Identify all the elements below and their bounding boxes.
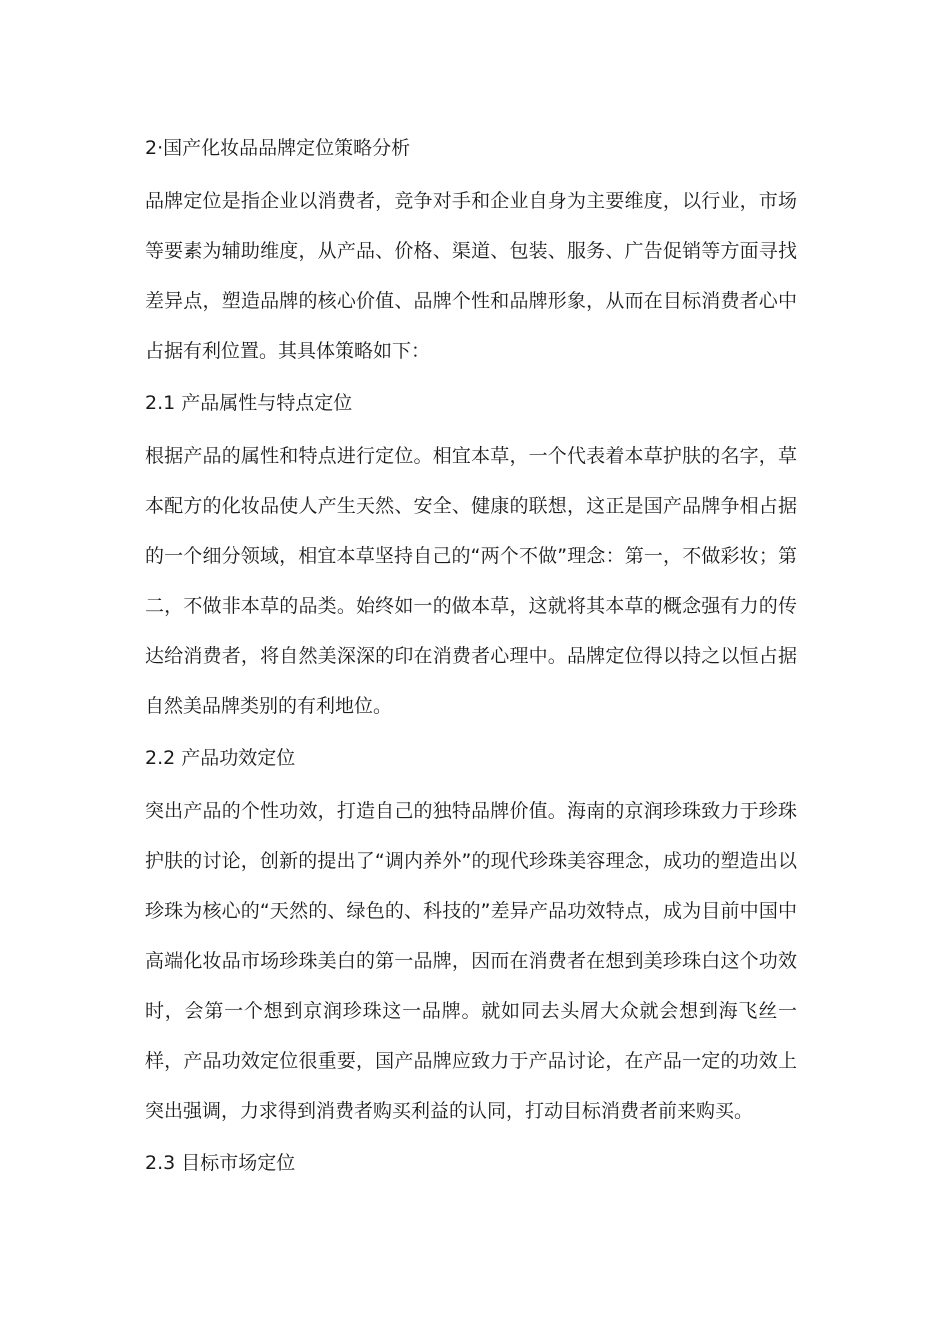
section-heading-2: 2·国产化妆品品牌定位策略分析 — [145, 137, 411, 159]
section-paragraph-2-2: 突出产品的个性功效，打造自己的独特品牌价值。海南的京润珍珠致力于珍珠护肤的讨论，创新的提出了“调内养外”的现代珍珠美容理念，成功的塑造出以珍珠为核心的“天然的、绿色的、科技的”差异产品功效特点，成为目前中国中高端化妆品市场珍珠美白的第一品牌，因而在消费者在想到美珍珠白这个功效时，会第一个想到京润珍珠这一品牌。就如同去头屑大众就会想到海飞丝一样，产品功效定位很重要，国产品牌应致力于产品讨论，在产品一定的功效上突出强调，力求得到消费者购买利益的认同，打动目标消费者前来购买。 — [145, 800, 797, 1122]
section-heading-2-1: 2.1 产品属性与特点定位 — [145, 392, 353, 414]
section-paragraph-2: 品牌定位是指企业以消费者，竞争对手和企业自身为主要维度，以行业，市场等要素为辅助维度，从产品、价格、渠道、包装、服务、广告促销等方面寻找差异点，塑造品牌的核心价值、品牌个性和品牌形象，从而在目标消费者心中占据有利位置。其具体策略如下： — [145, 190, 797, 362]
document-body — [145, 128, 797, 1186]
section-paragraph-2-1: 根据产品的属性和特点进行定位。相宜本草，一个代表着本草护肤的名字，草本配方的化妆品使人产生天然、安全、健康的联想，这正是国产品牌争相占据的一个细分领域，相宜本草坚持自己的“两个不做”理念：第一，不做彩妆；第二，不做非本草的品类。始终如一的做本草，这就将其本草的概念强有力的传达给消费者，将自然美深深的印在消费者心理中。品牌定位得以持之以恒占据自然美品牌类别的有利地位。 — [145, 445, 797, 717]
section-heading-2-3: 2.3 目标市场定位 — [145, 1152, 296, 1174]
section-heading-2-2: 2.2 产品功效定位 — [145, 747, 296, 769]
